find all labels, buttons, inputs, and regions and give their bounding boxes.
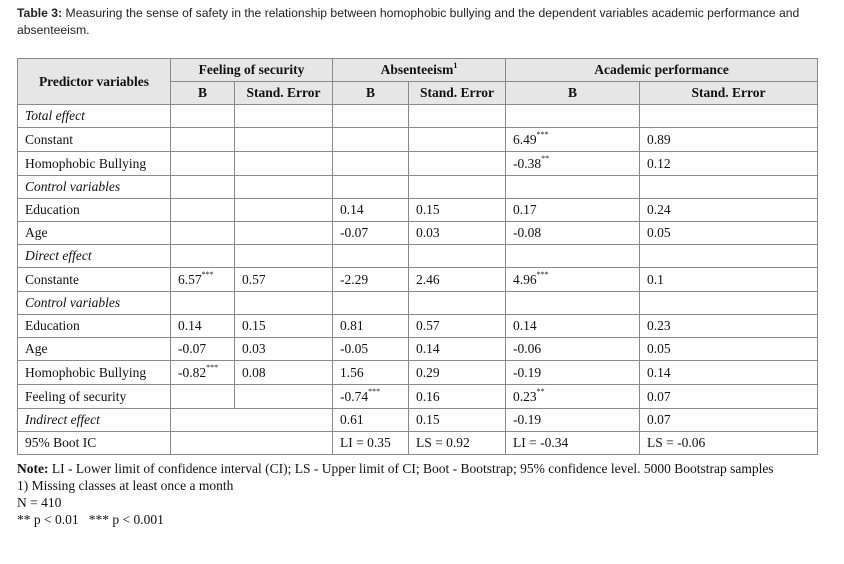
table-cell	[171, 409, 333, 432]
cell-value: 0.61	[340, 412, 364, 427]
table-cell	[409, 268, 506, 292]
significance-marker: ***	[368, 387, 381, 396]
cell-value: 0.29	[416, 364, 440, 380]
table-cell	[409, 105, 506, 128]
significance-marker: **	[536, 387, 545, 396]
table-cell	[171, 338, 235, 361]
table-cell	[333, 245, 409, 268]
table-cell	[640, 385, 818, 409]
cell-value: 0.14	[416, 341, 440, 356]
table-cell	[409, 176, 506, 199]
table-cell	[171, 268, 235, 292]
table-cell	[640, 432, 818, 455]
table-cell	[506, 385, 640, 409]
table-cell	[506, 199, 640, 222]
cell-value: 0.05	[647, 341, 671, 356]
table-cell	[333, 199, 409, 222]
table-cell	[333, 385, 409, 409]
significance-marker: ***	[201, 270, 214, 279]
table-row	[18, 176, 818, 199]
header-absenteeism	[333, 59, 506, 82]
table-cell	[171, 176, 235, 199]
note-label: Note:	[17, 461, 49, 476]
table-row	[18, 292, 818, 315]
cell-value: 0.12	[647, 155, 671, 171]
header-absenteeism-label: Absenteeism	[380, 62, 454, 77]
table-cell	[409, 432, 506, 455]
header-feeling-of-security: Feeling of security	[171, 59, 333, 82]
cell-value: 0.81	[340, 318, 364, 333]
table-cell	[333, 222, 409, 245]
cell-value: -2.29	[340, 271, 369, 287]
table-cell	[506, 176, 640, 199]
cell-value: -0.08	[513, 225, 542, 240]
table-cell	[333, 268, 409, 292]
subheader-b: B	[506, 82, 640, 105]
table-caption	[17, 5, 829, 39]
cell-value: 0.17	[513, 202, 537, 217]
table-cell	[640, 222, 818, 245]
cell-value: 0.89	[647, 131, 671, 147]
significance-marker: **	[541, 154, 550, 163]
table-cell	[235, 152, 333, 176]
row-label: Total effect	[18, 105, 171, 128]
significance-marker: ***	[536, 270, 549, 279]
table-cell	[506, 361, 640, 385]
table-cell	[409, 361, 506, 385]
cell-value: 0.14	[647, 364, 671, 380]
table-row	[18, 338, 818, 361]
note-text: LI - Lower limit of confidence interval (CI); LS - Upper limit of CI; Boot - Bootstrap; 95% confidence level. 5000 Bootstrap samples	[48, 461, 774, 476]
significance-marker: ***	[206, 363, 219, 372]
cell-value: 1.56	[340, 364, 364, 380]
subheader-b: B	[333, 82, 409, 105]
cell-value: 0.14	[340, 202, 364, 217]
table-cell	[640, 268, 818, 292]
table-cell	[409, 292, 506, 315]
table-cell	[409, 338, 506, 361]
significance-marker: ***	[536, 130, 549, 139]
row-label: Constant	[18, 128, 171, 152]
cell-value: 0.14	[513, 318, 537, 333]
cell-value: 4.96	[513, 271, 537, 287]
row-label: Education	[18, 199, 171, 222]
cell-value: 0.07	[647, 412, 671, 427]
row-label: Control variables	[18, 292, 171, 315]
table-cell	[171, 292, 235, 315]
cell-value: 6.49	[513, 131, 537, 147]
footnote-marker: 1	[453, 60, 458, 70]
subheader-stand-error: Stand. Error	[235, 82, 333, 105]
table-cell	[171, 432, 333, 455]
table-row	[18, 245, 818, 268]
row-label: Control variables	[18, 176, 171, 199]
row-label: 95% Boot IC	[18, 432, 171, 455]
table-cell	[333, 338, 409, 361]
table-cell	[235, 385, 333, 409]
caption-label: Table 3:	[17, 6, 63, 20]
table-cell	[235, 361, 333, 385]
cell-value: -0.07	[178, 341, 207, 356]
table-cell	[171, 245, 235, 268]
table-row	[18, 315, 818, 338]
table-cell	[333, 152, 409, 176]
table-row	[18, 222, 818, 245]
cell-value: -0.07	[340, 225, 369, 240]
row-label: Feeling of security	[18, 385, 171, 409]
table-cell	[333, 292, 409, 315]
cell-value: 0.15	[416, 202, 440, 217]
table-cell	[409, 385, 506, 409]
table-row	[18, 432, 818, 455]
cell-value: 2.46	[416, 271, 440, 287]
table-cell	[235, 245, 333, 268]
table-cell	[640, 105, 818, 128]
table-cell	[409, 152, 506, 176]
row-label: Indirect effect	[18, 409, 171, 432]
table-cell	[235, 222, 333, 245]
table-cell	[333, 105, 409, 128]
table-row	[18, 105, 818, 128]
cell-value: 0.08	[242, 364, 266, 380]
cell-value: -0.82	[178, 364, 207, 380]
table-cell	[506, 268, 640, 292]
table-cell	[171, 361, 235, 385]
table-cell	[171, 222, 235, 245]
table-cell	[333, 409, 409, 432]
cell-value: 0.15	[416, 412, 440, 427]
subheader-stand-error: Stand. Error	[640, 82, 818, 105]
table-row	[18, 152, 818, 176]
table-cell	[171, 199, 235, 222]
table-cell	[640, 292, 818, 315]
table-cell	[640, 245, 818, 268]
table-cell	[235, 128, 333, 152]
cell-value: -0.19	[513, 364, 542, 380]
header-academic-performance: Academic performance	[506, 59, 818, 82]
table-cell	[171, 315, 235, 338]
row-label: Direct effect	[18, 245, 171, 268]
row-label: Education	[18, 315, 171, 338]
cell-value: 0.05	[647, 225, 671, 240]
table-cell	[235, 292, 333, 315]
cell-value: -0.19	[513, 412, 542, 427]
cell-value: 0.57	[242, 271, 266, 287]
subheader-b: B	[171, 82, 235, 105]
row-label: Homophobic Bullying	[18, 152, 171, 176]
table-body	[18, 105, 818, 455]
cell-value: -0.38	[513, 155, 542, 171]
table-cell	[333, 315, 409, 338]
table-cell	[506, 409, 640, 432]
table-cell	[333, 432, 409, 455]
table-cell	[409, 128, 506, 152]
table-row	[18, 268, 818, 292]
cell-value: LI = 0.35	[340, 435, 391, 450]
table-cell	[409, 315, 506, 338]
header-predictor-variables: Predictor variables	[18, 59, 171, 105]
table-cell	[235, 199, 333, 222]
table-cell	[640, 152, 818, 176]
table-cell	[506, 222, 640, 245]
note-line	[17, 460, 829, 477]
cell-value: LI = -0.34	[513, 435, 569, 450]
table-cell	[409, 409, 506, 432]
footnote-1: 1) Missing classes at least once a month	[17, 478, 234, 493]
table-notes	[17, 460, 829, 528]
table-cell	[640, 338, 818, 361]
cell-value: 0.23	[647, 318, 671, 333]
table-cell	[235, 268, 333, 292]
cell-value: 0.23	[513, 388, 537, 404]
row-label: Homophobic Bullying	[18, 361, 171, 385]
cell-value: 0.15	[242, 318, 266, 333]
cell-value: -0.74	[340, 388, 369, 404]
cell-value: 0.03	[242, 341, 266, 356]
cell-value: -0.06	[513, 341, 542, 356]
table-cell	[333, 176, 409, 199]
table-cell	[171, 385, 235, 409]
cell-value: 0.07	[647, 388, 671, 404]
cell-value: LS = -0.06	[647, 435, 706, 450]
table-cell	[235, 315, 333, 338]
cell-value: 0.16	[416, 388, 440, 404]
row-label: Age	[18, 338, 171, 361]
table-cell	[171, 105, 235, 128]
table-cell	[409, 199, 506, 222]
table-row	[18, 409, 818, 432]
table-cell	[640, 176, 818, 199]
subheader-stand-error: Stand. Error	[409, 82, 506, 105]
table-cell	[640, 315, 818, 338]
table-cell	[506, 245, 640, 268]
table-cell	[171, 128, 235, 152]
table-cell	[640, 128, 818, 152]
table-cell	[640, 199, 818, 222]
table-row	[18, 361, 818, 385]
table-row	[18, 385, 818, 409]
table-cell	[506, 105, 640, 128]
cell-value: -0.05	[340, 341, 369, 356]
cell-value: 0.03	[416, 225, 440, 240]
cell-value: 0.24	[647, 202, 671, 217]
table-cell	[640, 409, 818, 432]
results-table	[17, 58, 818, 455]
table-cell	[235, 338, 333, 361]
cell-value: 0.1	[647, 271, 664, 287]
table-cell	[506, 152, 640, 176]
table-cell	[506, 292, 640, 315]
sample-size: N = 410	[17, 495, 62, 510]
cell-value: 0.57	[416, 318, 440, 333]
table-cell	[235, 105, 333, 128]
cell-value: LS = 0.92	[416, 435, 470, 450]
table-cell	[333, 361, 409, 385]
significance-legend: ** p < 0.01 *** p < 0.001	[17, 512, 164, 527]
table-cell	[409, 245, 506, 268]
table-cell	[506, 432, 640, 455]
table-cell	[640, 361, 818, 385]
table-cell	[409, 222, 506, 245]
cell-value: 0.14	[178, 318, 202, 333]
table-row	[18, 128, 818, 152]
caption-text: Measuring the sense of safety in the relationship between homophobic bullying and the dependent variables academic performance and absenteeism.	[17, 6, 800, 37]
table-cell	[506, 128, 640, 152]
table-cell	[506, 338, 640, 361]
row-label: Constante	[18, 268, 171, 292]
table-cell	[171, 152, 235, 176]
row-label: Age	[18, 222, 171, 245]
table-cell	[333, 128, 409, 152]
table-cell	[506, 315, 640, 338]
table-row	[18, 199, 818, 222]
cell-value: 6.57	[178, 271, 202, 287]
table-cell	[235, 176, 333, 199]
